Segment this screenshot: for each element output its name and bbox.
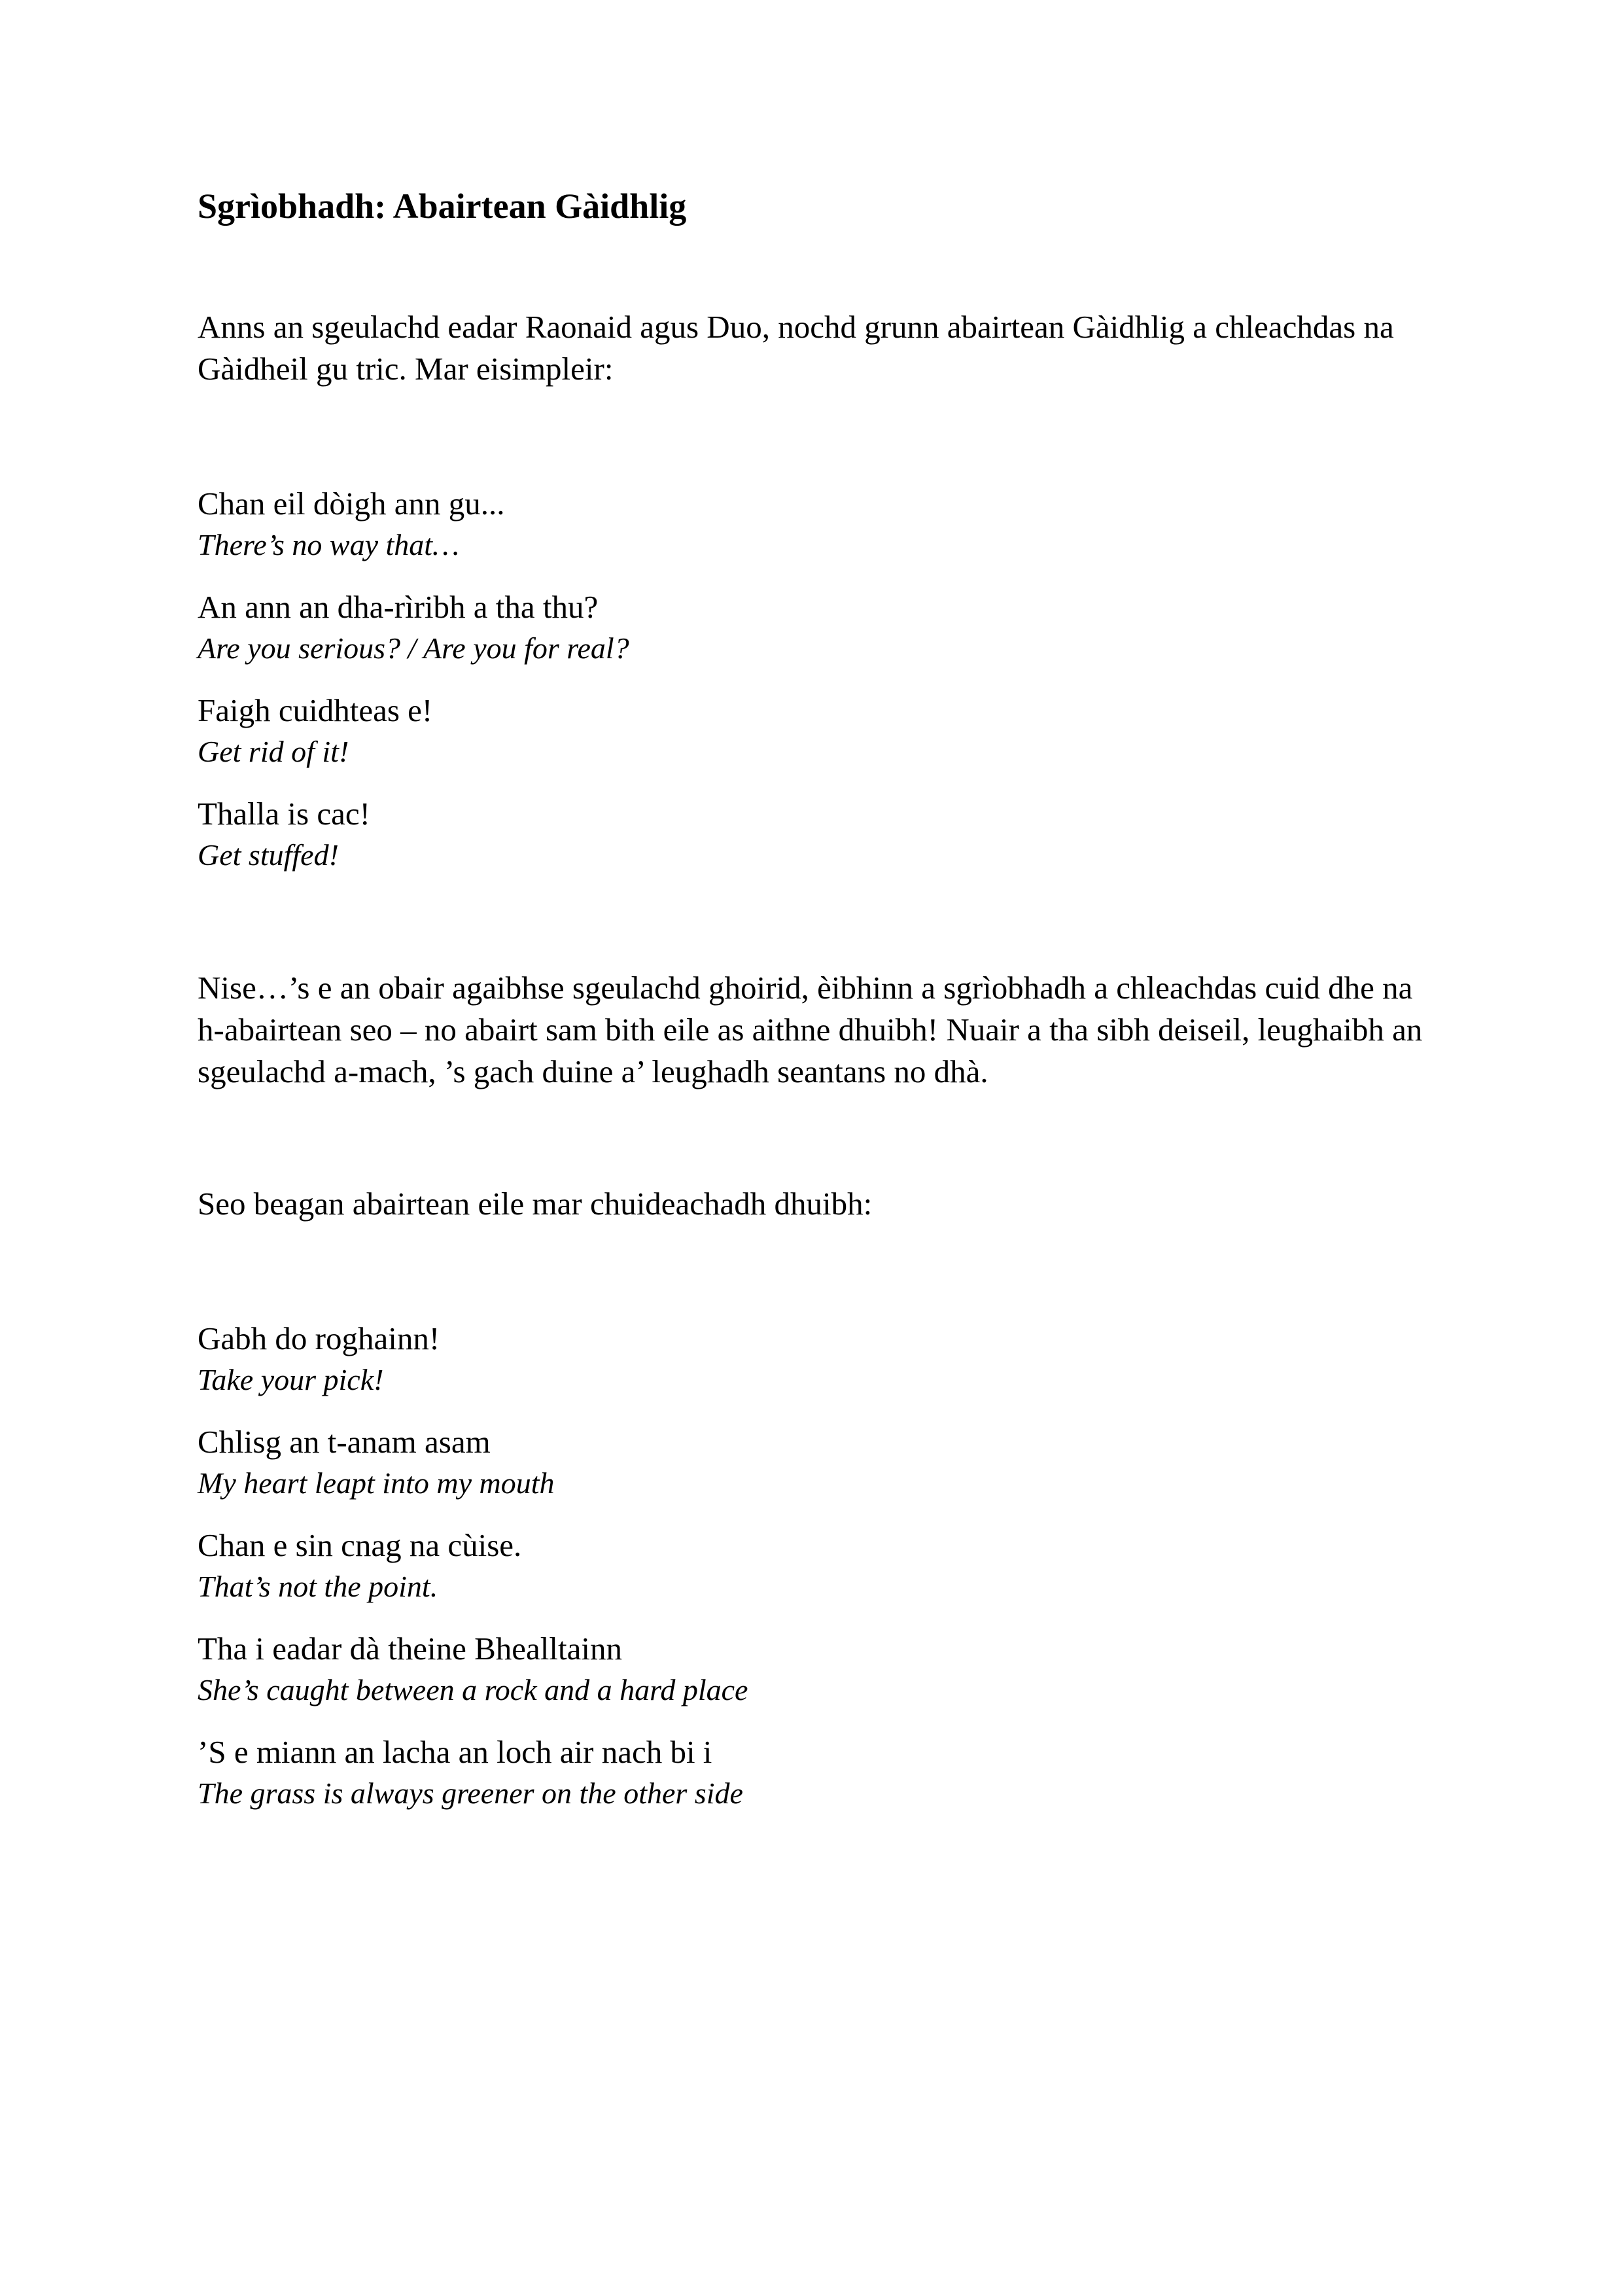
phrase-item bbox=[198, 793, 1440, 875]
phrase-item bbox=[198, 690, 1440, 772]
gaelic-phrase: Chan eil dòigh ann gu... bbox=[198, 486, 505, 521]
english-translation: Are you serious? / Are you for real? bbox=[198, 631, 629, 665]
extra-phrase-list bbox=[198, 1318, 1440, 1814]
english-translation: The grass is always greener on the other side bbox=[198, 1776, 743, 1810]
gaelic-phrase: Chlisg an t-anam asam bbox=[198, 1424, 491, 1460]
english-translation: Get stuffed! bbox=[198, 838, 339, 872]
gaelic-phrase: Gabh do roghainn! bbox=[198, 1320, 440, 1356]
english-translation: There’s no way that… bbox=[198, 528, 459, 561]
task-paragraph: Nise…’s e an obair agaibhse sgeulachd ghoirid, èibhinn a sgrìobhadh a chleachdas cuid dhe na h-abairtean seo – no abairt sam bith eile as aithne dhuibh! Nuair a tha sibh deiseil, leughaibh an sgeulachd a-mach, ’s gach duine a’ leughadh seantans no dhà. bbox=[198, 970, 1423, 1089]
gaelic-phrase: Tha i eadar dà theine Bhealltainn bbox=[198, 1631, 622, 1667]
intro-paragraph: Anns an sgeulachd eadar Raonaid agus Duo, nochd grunn abairtean Gàidhlig a chleachdas na Gàidheil gu tric. Mar eisimpleir: bbox=[198, 309, 1394, 387]
phrase-item bbox=[198, 1318, 1440, 1400]
phrase-item bbox=[198, 483, 1440, 565]
english-translation: My heart leapt into my mouth bbox=[198, 1466, 555, 1500]
gaelic-phrase: Thalla is cac! bbox=[198, 796, 370, 832]
english-translation: Take your pick! bbox=[198, 1363, 384, 1396]
gaelic-phrase: ’S e miann an lacha an loch air nach bi i bbox=[198, 1734, 712, 1770]
phrase-item bbox=[198, 1628, 1440, 1710]
phrase-item bbox=[198, 1525, 1440, 1607]
help-paragraph: Seo beagan abairtean eile mar chuideachadh dhuibh: bbox=[198, 1186, 873, 1222]
phrase-item bbox=[198, 1421, 1440, 1504]
phrase-item bbox=[198, 586, 1440, 669]
phrase-item bbox=[198, 1731, 1440, 1814]
gaelic-phrase: An ann an dha-rìribh a tha thu? bbox=[198, 589, 599, 625]
document-content bbox=[198, 183, 1440, 1835]
english-translation: Get rid of it! bbox=[198, 735, 349, 768]
gaelic-phrase: Chan e sin cnag na cùise. bbox=[198, 1527, 522, 1563]
document-title: Sgrìobhadh: Abairtean Gàidhlig bbox=[198, 186, 687, 226]
example-phrase-list bbox=[198, 483, 1440, 875]
english-translation: That’s not the point. bbox=[198, 1570, 438, 1603]
english-translation: She’s caught between a rock and a hard place bbox=[198, 1673, 748, 1706]
gaelic-phrase: Faigh cuidhteas e! bbox=[198, 692, 433, 728]
